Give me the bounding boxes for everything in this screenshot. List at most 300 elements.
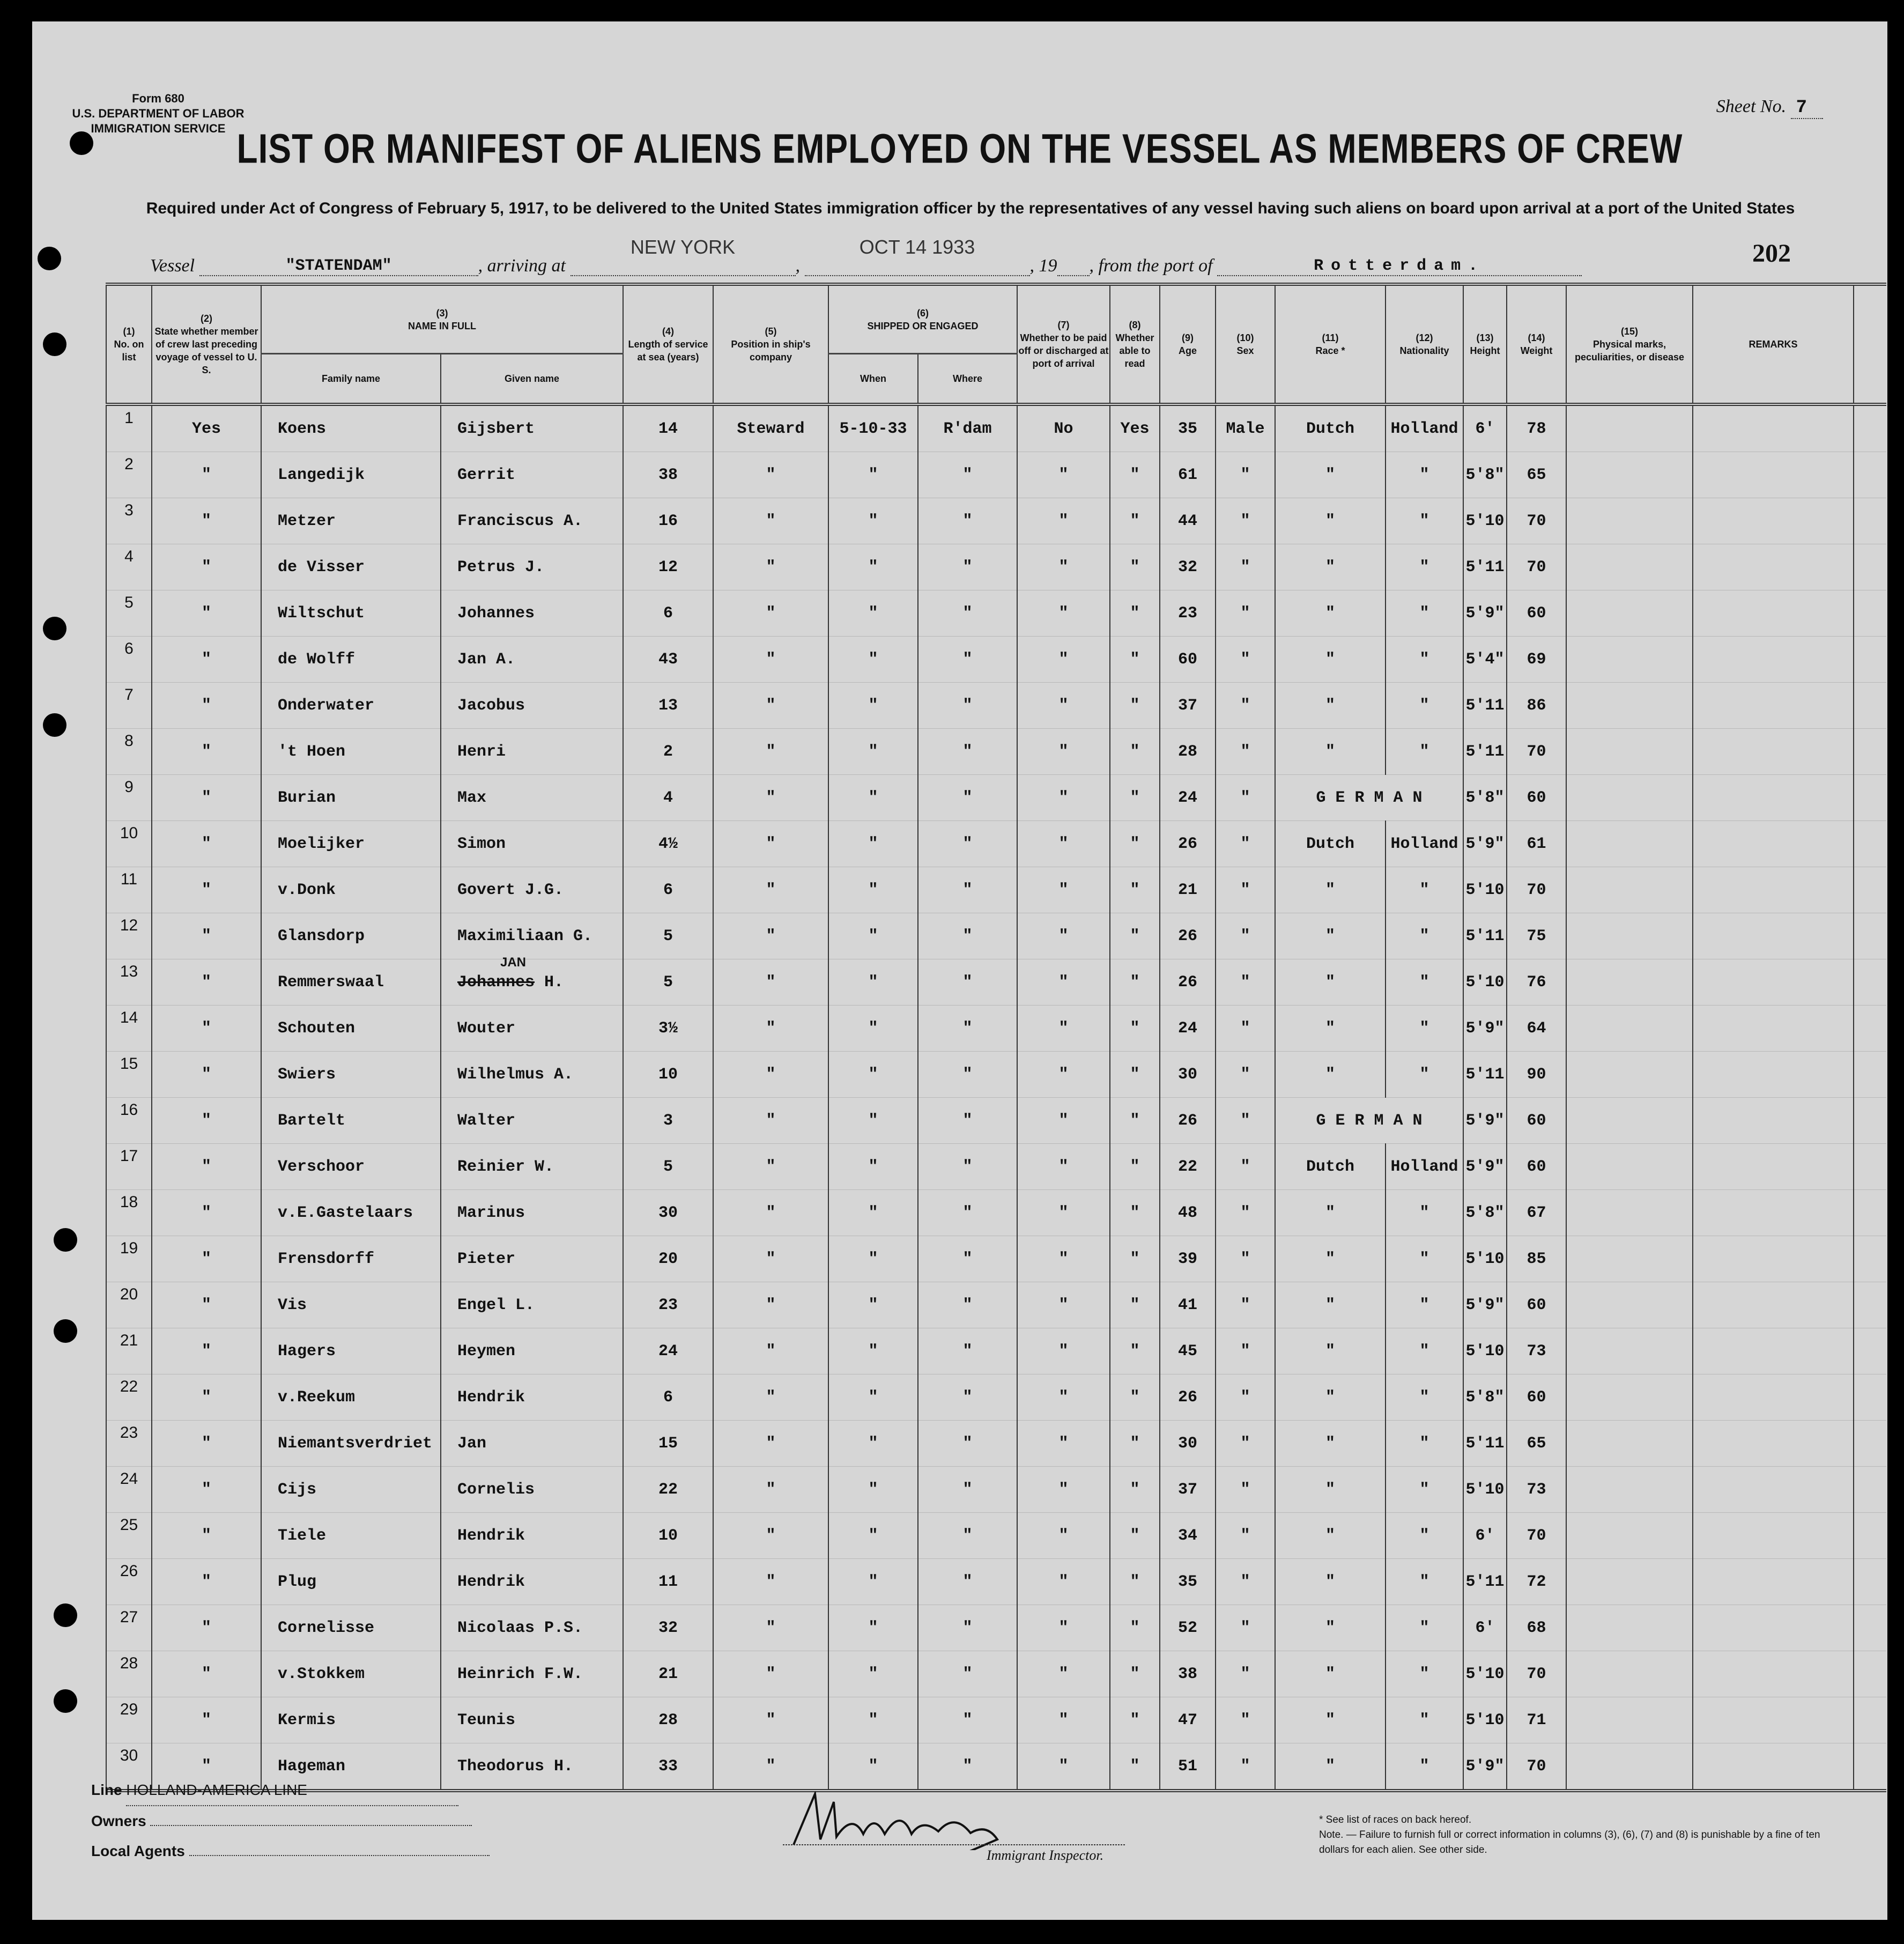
cell-paid: " [1017,1144,1110,1190]
cell-paid: " [1017,1421,1110,1467]
cell-family: v.Donk [261,867,441,913]
cell-given: Henri [441,729,623,775]
cell-prev: " [152,1190,261,1236]
cell-age: 32 [1160,544,1216,590]
cell-paid: " [1017,729,1110,775]
cell-age: 47 [1160,1697,1216,1743]
cell-physical [1566,1098,1693,1144]
cell-race: " [1275,544,1386,590]
cell-where: " [918,1190,1017,1236]
cell-blank [1854,637,1886,683]
cell-physical [1566,1144,1693,1190]
cell-when: " [828,1421,918,1467]
cell-family: Plug [261,1559,441,1605]
table-row [106,1328,1886,1374]
cell-paid: " [1017,1513,1110,1559]
cell-weight: 73 [1507,1328,1566,1374]
cell-physical [1566,683,1693,729]
cell-paid: " [1017,1559,1110,1605]
cell-sex: " [1216,959,1275,1006]
cell-weight: 78 [1507,404,1566,452]
cell-given: Reinier W. [441,1144,623,1190]
cell-height: 6' [1463,1605,1507,1651]
cell-nationality: " [1386,1328,1463,1374]
cell-where: " [918,590,1017,637]
cell-physical [1566,775,1693,821]
cell-years: 30 [623,1190,713,1236]
cell-blank [1854,404,1886,452]
cell-no: 26 [106,1559,152,1605]
cell-sex: " [1216,821,1275,867]
cell-where: R'dam [918,404,1017,452]
table-row [106,1421,1886,1467]
cell-years: 6 [623,867,713,913]
cell-read: " [1110,1651,1160,1697]
cell-read: Yes [1110,404,1160,452]
cell-where: " [918,498,1017,544]
cell-weight: 71 [1507,1697,1566,1743]
cell-when: " [828,637,918,683]
cell-blank [1854,1006,1886,1052]
cell-physical [1566,913,1693,959]
header-family: Family name [261,354,441,405]
cell-family: Onderwater [261,683,441,729]
cell-weight: 65 [1507,1421,1566,1467]
cell-given: Franciscus A. [441,498,623,544]
cell-no: 20 [106,1282,152,1328]
cell-no: 1 [106,404,152,452]
cell-read: " [1110,544,1160,590]
cell-where: " [918,1282,1017,1328]
cell-position: Steward [713,404,828,452]
cell-prev: " [152,1697,261,1743]
cell-blank [1854,544,1886,590]
cell-height: 6' [1463,404,1507,452]
cell-blank [1854,1098,1886,1144]
table-row [106,1467,1886,1513]
cell-age: 23 [1160,590,1216,637]
cell-race: Dutch [1275,404,1386,452]
cell-remarks [1693,775,1854,821]
cell-physical [1566,404,1693,452]
cell-where: " [918,1605,1017,1651]
cell-no: 15 [106,1052,152,1098]
cell-sex: " [1216,1421,1275,1467]
cell-position: " [713,1513,828,1559]
cell-nationality: " [1386,959,1463,1006]
cell-weight: 60 [1507,1144,1566,1190]
cell-where: " [918,1651,1017,1697]
cell-prev: " [152,1651,261,1697]
cell-when: " [828,1697,918,1743]
cell-nationality: " [1386,1374,1463,1421]
cell-sex: " [1216,1144,1275,1190]
cell-years: 4 [623,775,713,821]
cell-prev: " [152,1098,261,1144]
notes [1319,1813,1834,1858]
cell-when: " [828,590,918,637]
cell-read: " [1110,683,1160,729]
cell-years: 5 [623,959,713,1006]
cell-read: " [1110,1098,1160,1144]
cell-height: 5'11 [1463,544,1507,590]
inspector-signature [783,1791,1126,1850]
cell-family: Cornelisse [261,1605,441,1651]
cell-years: 12 [623,544,713,590]
cell-remarks [1693,1421,1854,1467]
cell-no: 10 [106,821,152,867]
cell-blank [1854,1236,1886,1282]
cell-age: 21 [1160,867,1216,913]
cell-blank [1854,1374,1886,1421]
cell-race: Dutch [1275,821,1386,867]
footer-fields [91,1775,490,1866]
cell-given: Petrus J. [441,544,623,590]
cell-paid: " [1017,637,1110,683]
cell-family: Cijs [261,1467,441,1513]
cell-height: 5'10 [1463,1467,1507,1513]
cell-weight: 72 [1507,1559,1566,1605]
cell-remarks [1693,1144,1854,1190]
cell-paid: " [1017,1328,1110,1374]
cell-where: " [918,1374,1017,1421]
cell-paid: " [1017,1651,1110,1697]
table-row [106,683,1886,729]
cell-when: " [828,498,918,544]
cell-physical [1566,1328,1693,1374]
cell-remarks [1693,729,1854,775]
cell-weight: 76 [1507,959,1566,1006]
header-when: When [828,354,918,405]
cell-prev: " [152,913,261,959]
cell-nationality: " [1386,1697,1463,1743]
cell-sex: " [1216,775,1275,821]
cell-sex: " [1216,637,1275,683]
cell-age: 52 [1160,1605,1216,1651]
cell-prev: " [152,959,261,1006]
note-penalty: Note. — Failure to furnish full or correct information in columns (3), (6), (7) and (8) is punishable by a fine of ten dollars for each alien. See other side. [1319,1829,1820,1856]
owners-label: Owners [91,1813,146,1829]
cell-nationality: Holland [1386,404,1463,452]
cell-blank [1854,590,1886,637]
department: U.S. DEPARTMENT OF LABOR [72,107,245,120]
cell-height: 5'9" [1463,1144,1507,1190]
cell-physical [1566,1006,1693,1052]
cell-sex: " [1216,1006,1275,1052]
cell-position: " [713,1328,828,1374]
cell-prev: " [152,821,261,867]
cell-read: " [1110,1697,1160,1743]
line-value: HOLLAND-AMERICA LINE [126,1775,458,1806]
cell-position: " [713,1467,828,1513]
cell-given: Simon [441,821,623,867]
cell-read: " [1110,913,1160,959]
cell-read: " [1110,1374,1160,1421]
cell-years: 43 [623,637,713,683]
table-row [106,452,1886,498]
cell-read: " [1110,1144,1160,1190]
cell-race: Dutch [1275,1144,1386,1190]
cell-physical [1566,498,1693,544]
cell-physical [1566,1190,1693,1236]
cell-physical [1566,1605,1693,1651]
cell-nationality: Holland [1386,1144,1463,1190]
cell-blank [1854,683,1886,729]
cell-paid: " [1017,913,1110,959]
table-row [106,775,1886,821]
cell-nationality: " [1386,683,1463,729]
cell-given: Hendrik [441,1513,623,1559]
cell-remarks [1693,1697,1854,1743]
cell-when: " [828,821,918,867]
cell-years: 16 [623,498,713,544]
cell-blank [1854,1190,1886,1236]
cell-remarks [1693,959,1854,1006]
cell-physical [1566,1467,1693,1513]
cell-years: 3½ [623,1006,713,1052]
cell-family: Frensdorff [261,1236,441,1282]
cell-nationality: " [1386,590,1463,637]
cell-height: 5'9" [1463,1098,1507,1144]
cell-race: " [1275,1421,1386,1467]
cell-prev: " [152,1743,261,1791]
cell-physical [1566,637,1693,683]
punch-hole [54,1319,77,1343]
cell-years: 2 [623,729,713,775]
cell-blank [1854,452,1886,498]
cell-physical [1566,452,1693,498]
cell-race: " [1275,729,1386,775]
cell-weight: 61 [1507,821,1566,867]
cell-sex: " [1216,913,1275,959]
cell-height: 5'10 [1463,1328,1507,1374]
cell-position: " [713,959,828,1006]
cell-physical [1566,1282,1693,1328]
header-weight: (14) Weight [1507,284,1566,404]
cell-where: " [918,1743,1017,1791]
cell-family: de Wolff [261,637,441,683]
cell-position: " [713,683,828,729]
cell-race: " [1275,1559,1386,1605]
cell-family: 't Hoen [261,729,441,775]
cell-no: 13 [106,959,152,1006]
cell-race: " [1275,452,1386,498]
cell-height: 6' [1463,1513,1507,1559]
cell-where: " [918,1052,1017,1098]
cell-physical [1566,1421,1693,1467]
cell-position: " [713,637,828,683]
cell-race: " [1275,1052,1386,1098]
cell-family: Moelijker [261,821,441,867]
cell-read: " [1110,867,1160,913]
cell-prev: " [152,867,261,913]
cell-position: " [713,867,828,913]
cell-physical [1566,590,1693,637]
cell-no: 24 [106,1467,152,1513]
cell-years: 13 [623,683,713,729]
cell-nationality: " [1386,544,1463,590]
cell-when: " [828,1559,918,1605]
cell-family: v.E.Gastelaars [261,1190,441,1236]
cell-given: Engel L. [441,1282,623,1328]
cell-read: " [1110,1743,1160,1791]
cell-no: 2 [106,452,152,498]
vessel-line: Vessel "STATENDAM" , arriving at NEW YORK, OCT 14 1933, 19 , from the port of Rotterdam. [150,252,1582,276]
cell-age: 30 [1160,1052,1216,1098]
cell-nationality: " [1386,1513,1463,1559]
cell-position: " [713,775,828,821]
cell-height: 5'9" [1463,590,1507,637]
cell-years: 32 [623,1605,713,1651]
cell-nationality: " [1386,498,1463,544]
cell-physical [1566,1236,1693,1282]
cell-where: " [918,1559,1017,1605]
punch-hole [54,1603,77,1627]
cell-family: Verschoor [261,1144,441,1190]
cell-blank [1854,1651,1886,1697]
cell-weight: 69 [1507,637,1566,683]
cell-remarks [1693,1651,1854,1697]
table-row [106,1513,1886,1559]
cell-weight: 73 [1507,1467,1566,1513]
cell-years: 21 [623,1651,713,1697]
cell-age: 22 [1160,1144,1216,1190]
table-row [106,1190,1886,1236]
cell-where: " [918,1328,1017,1374]
cell-position: " [713,1236,828,1282]
cell-weight: 75 [1507,913,1566,959]
cell-race-nationality: G E R M A N [1275,1098,1463,1144]
cell-position: " [713,1559,828,1605]
cell-given: Jan [441,1421,623,1467]
cell-weight: 70 [1507,1743,1566,1791]
cell-years: 4½ [623,821,713,867]
punch-hole [43,332,66,356]
cell-blank [1854,1282,1886,1328]
cell-where: " [918,1697,1017,1743]
cell-sex: " [1216,1098,1275,1144]
cell-height: 5'8" [1463,775,1507,821]
cell-no: 16 [106,1098,152,1144]
cell-given: Maximiliaan G. [441,913,623,959]
punch-hole [38,247,61,270]
cell-nationality: " [1386,1651,1463,1697]
cell-race: " [1275,590,1386,637]
cell-blank [1854,1144,1886,1190]
cell-given: Nicolaas P.S. [441,1605,623,1651]
cell-age: 48 [1160,1190,1216,1236]
cell-years: 15 [623,1421,713,1467]
cell-when: " [828,1743,918,1791]
cell-when: " [828,1282,918,1328]
cell-years: 6 [623,1374,713,1421]
cell-read: " [1110,498,1160,544]
cell-weight: 70 [1507,498,1566,544]
cell-remarks [1693,452,1854,498]
header-nationality: (12) Nationality [1386,284,1463,404]
cell-remarks [1693,821,1854,867]
cell-age: 37 [1160,1467,1216,1513]
cell-no: 8 [106,729,152,775]
cell-given: Marinus [441,1190,623,1236]
cell-years: 33 [623,1743,713,1791]
cell-blank [1854,775,1886,821]
cell-blank [1854,1513,1886,1559]
cell-where: " [918,1144,1017,1190]
cell-where: " [918,683,1017,729]
table-row [106,959,1886,1006]
cell-prev: " [152,637,261,683]
cell-height: 5'10 [1463,1697,1507,1743]
cell-paid: " [1017,1006,1110,1052]
cell-nationality: " [1386,1282,1463,1328]
header-race: (11) Race * [1275,284,1386,404]
cell-family: Vis [261,1282,441,1328]
page-number: 202 [1752,239,1791,268]
cell-remarks [1693,1006,1854,1052]
cell-race: " [1275,1651,1386,1697]
table-row [106,1374,1886,1421]
cell-nationality: " [1386,1006,1463,1052]
cell-physical [1566,1052,1693,1098]
cell-weight: 70 [1507,1513,1566,1559]
cell-blank [1854,498,1886,544]
cell-paid: " [1017,959,1110,1006]
cell-prev: " [152,775,261,821]
cell-sex: " [1216,1513,1275,1559]
cell-nationality: " [1386,1467,1463,1513]
cell-prev: " [152,452,261,498]
cell-where: " [918,821,1017,867]
cell-years: 10 [623,1052,713,1098]
inspector-label: Immigrant Inspector. [987,1847,1104,1863]
cell-nationality: " [1386,729,1463,775]
cell-no: 12 [106,913,152,959]
cell-family: Bartelt [261,1098,441,1144]
cell-prev: " [152,683,261,729]
cell-age: 26 [1160,959,1216,1006]
subtitle: Required under Act of Congress of February 5, 1917, to be delivered to the United States immigration officer by the representatives of any vessel having such aliens on board upon arrival at a port of the United States [146,199,1795,217]
agents-value [189,1855,490,1856]
cell-family: Schouten [261,1006,441,1052]
cell-height: 5'10 [1463,867,1507,913]
cell-weight: 60 [1507,775,1566,821]
cell-height: 5'10 [1463,1651,1507,1697]
year-label: , 19 [1029,256,1057,276]
cell-when: " [828,1605,918,1651]
cell-read: " [1110,1282,1160,1328]
cell-remarks [1693,1236,1854,1282]
cell-sex: " [1216,1559,1275,1605]
cell-position: " [713,1144,828,1190]
cell-read: " [1110,452,1160,498]
cell-sex: " [1216,1236,1275,1282]
cell-where: " [918,913,1017,959]
table-row [106,821,1886,867]
cell-age: 45 [1160,1328,1216,1374]
cell-nationality: " [1386,1052,1463,1098]
cell-weight: 60 [1507,1374,1566,1421]
cell-sex: " [1216,1052,1275,1098]
cell-nationality: Holland [1386,821,1463,867]
cell-paid: " [1017,1697,1110,1743]
cell-family: Wiltschut [261,590,441,637]
cell-prev: " [152,1236,261,1282]
cell-weight: 60 [1507,1282,1566,1328]
cell-paid: " [1017,1052,1110,1098]
cell-read: " [1110,1605,1160,1651]
cell-where: " [918,1421,1017,1467]
